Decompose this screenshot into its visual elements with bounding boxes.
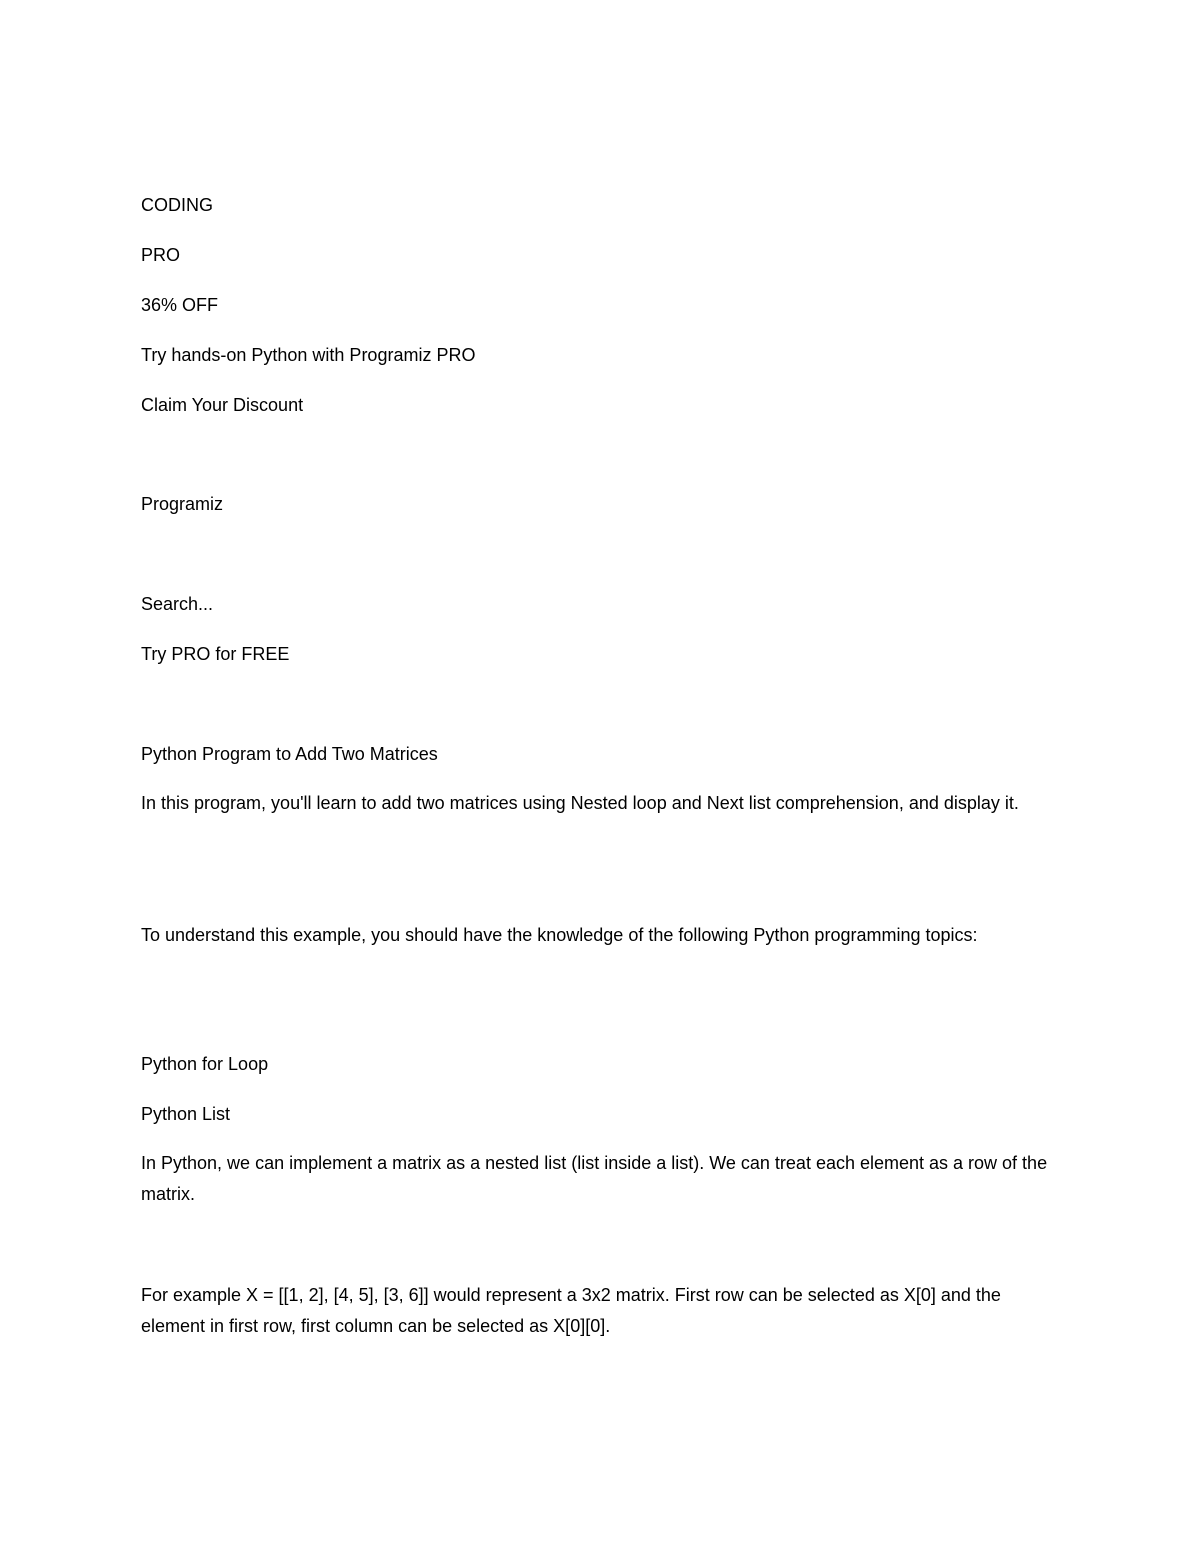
- topic-link-list[interactable]: Python List: [141, 1104, 231, 1124]
- promo-brand-pro: PRO: [141, 245, 181, 265]
- promo-tagline: Try hands-on Python with Programiz PRO: [141, 345, 476, 365]
- promo-brand-coding: CODING: [141, 195, 213, 215]
- prereq-intro: To understand this example, you should have the knowledge of the following Python programming topics:: [141, 925, 978, 945]
- article-intro: In this program, you'll learn to add two matrices using Nested loop and Next list comprehension, and display it.: [141, 793, 1019, 813]
- claim-discount-link[interactable]: Claim Your Discount: [141, 395, 304, 415]
- topic-link-for-loop[interactable]: Python for Loop: [141, 1054, 269, 1074]
- logo-text[interactable]: Programiz: [141, 494, 224, 514]
- paragraph-matrix-example: For example X = [[1, 2], [4, 5], [3, 6]] would represent a 3x2 matrix. First row can be selected as X[0] and the element in first row, first column can be selected as X[0][0].: [141, 1285, 1001, 1336]
- search-text[interactable]: Search...: [141, 594, 214, 614]
- promo-discount: 36% OFF: [141, 295, 219, 315]
- try-pro-link[interactable]: Try PRO for FREE: [141, 644, 290, 664]
- paragraph-matrix-nested-list: In Python, we can implement a matrix as a nested list (list inside a list). We can treat each element as a row of the matrix.: [141, 1153, 1048, 1204]
- article-title: Python Program to Add Two Matrices: [141, 744, 438, 764]
